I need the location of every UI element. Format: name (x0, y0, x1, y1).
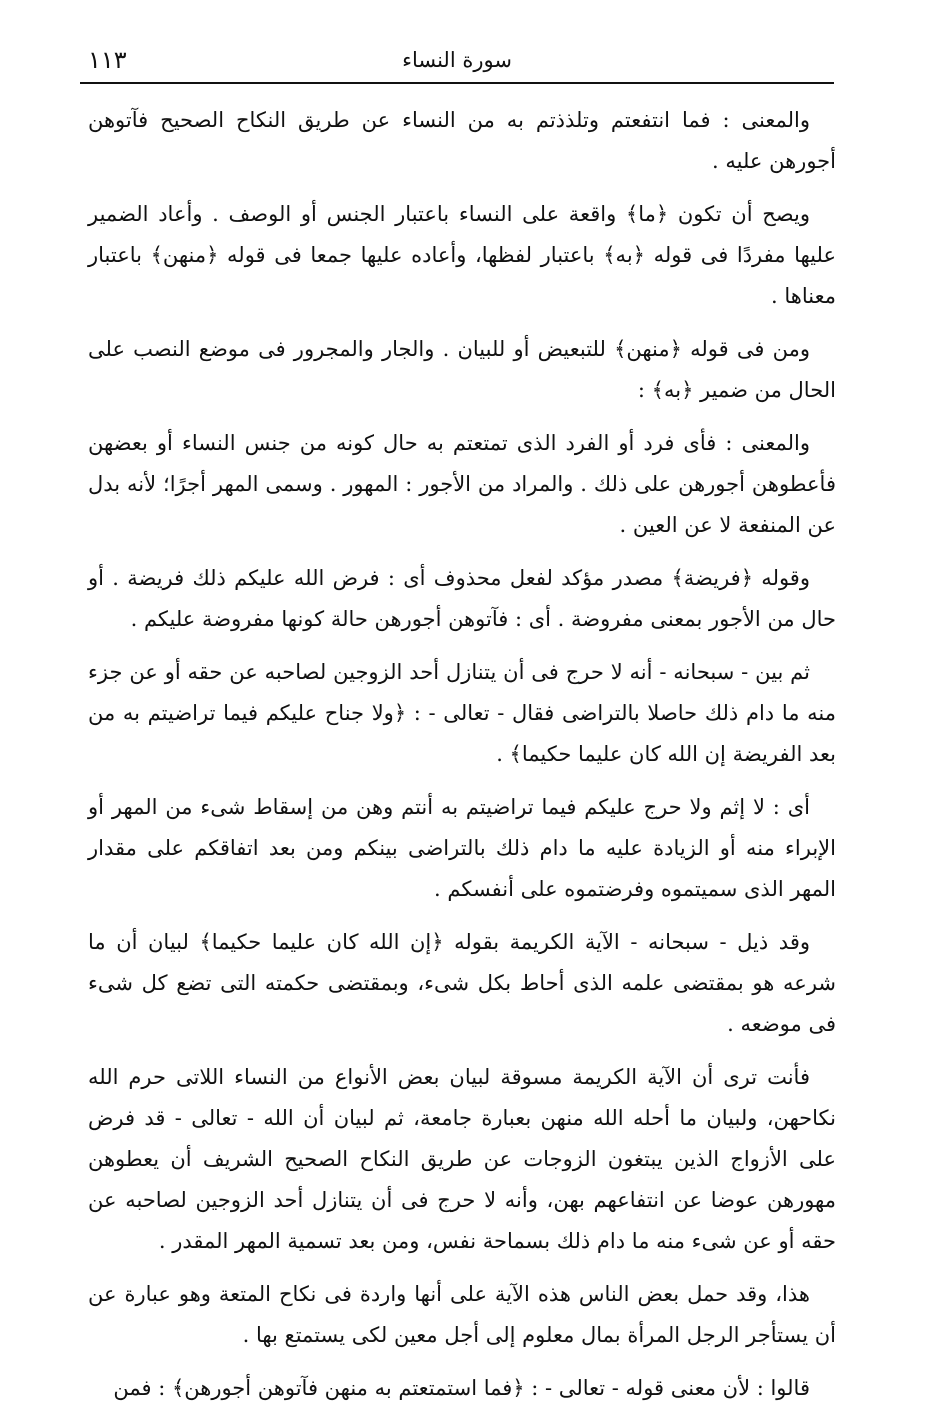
paragraph: والمعنى : فأى فرد أو الفرد الذى تمتعتم به حال كونه من جنس النساء أو بعضهن فأعطوهن أجورهن على ذلك . والمراد من الأجور : المهور . وسمى المهر أجرًا؛ لأنه بدل عن المنفعة لا عن العين . (88, 431, 836, 537)
paragraph: وقد ذيل - سبحانه - الآية الكريمة بقوله ﴿إن الله كان عليما حكيما﴾ لبيان أن ما شرعه هو بمقتضى علمه الذى أحاط بكل شىء، وبمقتضى حكمته التى تضع كل شىء فى موضعه . (88, 930, 836, 1036)
paragraph: هذا، وقد حمل بعض الناس هذه الآية على أنها واردة فى نكاح المتعة وهو عبارة عن أن يستأجر الرجل المرأة بمال معلوم إلى أجل معين لكى يستمتع بها . (88, 1282, 836, 1347)
paragraph: فأنت ترى أن الآية الكريمة مسوقة لبيان بعض الأنواع من النساء اللاتى حرم الله نكاحهن، ولبيان ما أحله الله منهن بعبارة جامعة، ثم لبيان أن الله - تعالى - قد فرض على الأزواج الذين يبتغون الزوجات عن طريق النكاح الصحيح الشريف أن يعطوهن مهورهن عوضا عن انتفاعهم بهن، وأنه لا حرج فى أن يتنازل أحد الزوجين لصاحبه عن حقه أو عن شىء منه ما دام ذلك بسماحة نفس، ومن بعد تسمية المهر المقدر . (88, 1065, 836, 1253)
page-title: سورة النساء (402, 48, 512, 72)
paragraph: ثم بين - سبحانه - أنه لا حرج فى أن يتنازل أحد الزوجين لصاحبه عن حقه أو عن جزء منه ما دام ذلك حاصلا بالتراضى فقال - تعالى - : ﴿ولا جناح عليكم فيما تراضيتم به من بعد الفريضة إن الله كان عليما حكيما﴾ . (88, 660, 836, 766)
page-number: ١١٣ (88, 46, 127, 74)
paragraph: وقوله ﴿فريضة﴾ مصدر مؤكد لفعل محذوف أى : فرض الله عليكم ذلك فريضة . أو حال من الأجور بمعنى مفروضة . أى : فآتوهن أجورهن حالة كونها مفروضة عليكم . (88, 566, 836, 631)
paragraph: ويصح أن تكون ﴿ما﴾ واقعة على النساء باعتبار الجنس أو الوصف . وأعاد الضمير عليها مفردًا فى قوله ﴿به﴾ باعتبار لفظها، وأعاده عليها جمعا فى قوله ﴿منهن﴾ باعتبار معناها . (88, 202, 836, 308)
page-header (80, 38, 834, 84)
paragraph: والمعنى : فما انتفعتم وتلذذتم به من النساء عن طريق النكاح الصحيح فآتوهن أجورهن عليه . (88, 108, 836, 173)
page-body (88, 100, 836, 1421)
paragraph: ومن فى قوله ﴿منهن﴾ للتبعيض أو للبيان . والجار والمجرور فى موضع النصب على الحال من ضمير ﴿به﴾ : (88, 337, 836, 402)
paragraph: قالوا : لأن معنى قوله - تعالى - : ﴿فما استمتعتم به منهن فآتوهن أجورهن﴾ : فمن (113, 1376, 810, 1400)
paragraph: أى : لا إثم ولا حرج عليكم فيما تراضيتم به أنتم وهن من إسقاط شىء من المهر أو الإبراء منه أو الزيادة عليه ما دام ذلك بالتراضى بينكم ومن بعد اتفاقكم على مقدار المهر الذى سميتموه وفرضتموه على أنفسكم . (88, 795, 836, 901)
